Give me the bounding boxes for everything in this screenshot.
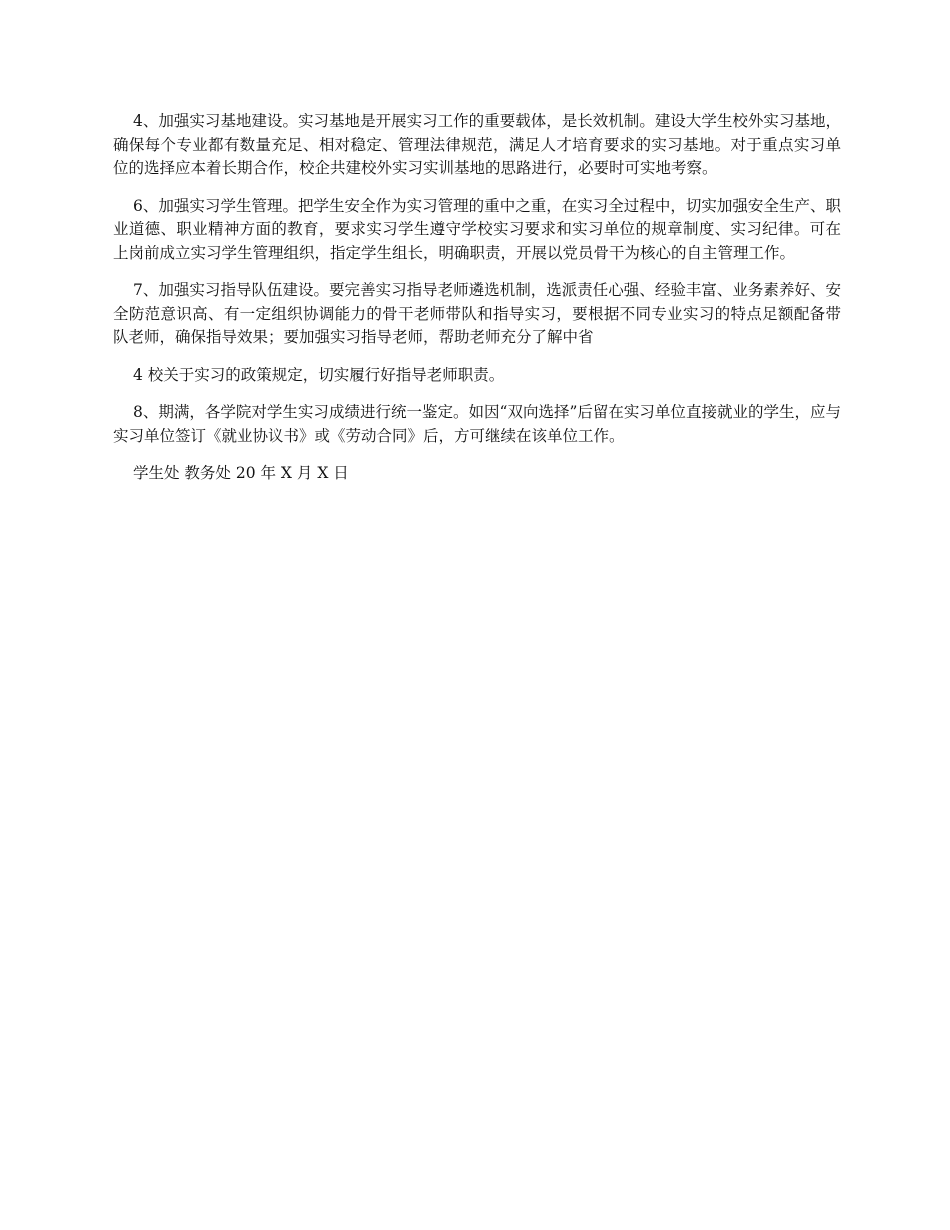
document-page (113, 110, 841, 486)
paragraph-continuation: 4 校关于实习的政策规定，切实履行好指导老师职责。 (133, 365, 505, 384)
paragraph-item-7: 7、加强实习指导队伍建设。要完善实习指导老师遴选机制，选派责任心强、经验丰富、业务素养好、安全防范意识高、有一定组织协调能力的骨干老师带队和指导实习，要根据不同专业实习的特点足额配备带队老师，确保指导效果；要加强实习指导老师，帮助老师充分了解中省 (113, 281, 841, 346)
paragraph-item-6: 6、加强实习学生管理。把学生安全作为实习管理的重中之重，在实习全过程中，切实加强安全生产、职业道德、职业精神方面的教育，要求实习学生遵守学校实习要求和实习单位的规章制度、实习纪律。可在上岗前成立实习学生管理组织，指定学生组长，明确职责，开展以党员骨干为核心的自主管理工作。 (113, 196, 841, 262)
paragraph-item-4: 4、加强实习基地建设。实习基地是开展实习工作的重要载体，是长效机制。建设大学生校外实习基地，确保每个专业都有数量充足、相对稳定、管理法律规范，满足人才培育要求的实习基地。对于重点实习单位的选择应本着长期合作，校企共建校外实习实训基地的思路进行，必要时可实地考察。 (113, 112, 841, 177)
signature-line: 学生处 教务处 20 年 X 月 X 日 (133, 464, 349, 482)
paragraph-item-8: 8、期满，各学院对学生实习成绩进行统一鉴定。如因“双向选择”后留在实习单位直接就业的学生，应与实习单位签订《就业协议书》或《劳动合同》后，方可继续在该单位工作。 (113, 403, 841, 445)
